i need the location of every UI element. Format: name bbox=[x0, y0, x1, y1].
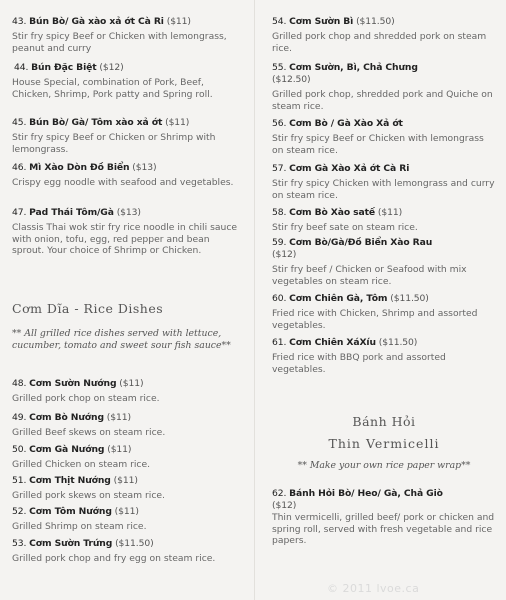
item-price: ($11.50) bbox=[356, 16, 395, 27]
item-name: Cơm Gà Nướng bbox=[29, 444, 105, 455]
menu-item-52 bbox=[12, 506, 240, 533]
section-note-rice-dishes: ** All grilled rice dishes served with lettuce, cucumber, tomato and sweet sour fish sauce** bbox=[12, 328, 231, 351]
item-description: Grilled Shrimp on steam rice. bbox=[12, 521, 147, 532]
item-description: Crispy egg noodle with seafood and vegetables. bbox=[12, 177, 234, 188]
item-price: ($12) bbox=[272, 500, 297, 511]
item-description: Grilled Beef skews on steam rice. bbox=[12, 427, 166, 438]
item-name: Cơm Bò Xào satế bbox=[289, 207, 376, 218]
menu-item-46 bbox=[12, 162, 240, 189]
item-name: Cơm Sườn, Bì, Chả Chưng bbox=[289, 62, 418, 73]
item-number: 45. bbox=[12, 117, 27, 128]
item-description: Fried rice with Chicken, Shrimp and assorted vegetables. bbox=[272, 308, 478, 331]
item-name: Cơm Bò Nướng bbox=[29, 412, 104, 423]
item-description: Grilled pork chop and shredded pork on steam rice. bbox=[272, 31, 487, 54]
item-number: 57. bbox=[272, 163, 287, 174]
menu-item-43 bbox=[12, 16, 240, 54]
item-number: 56. bbox=[272, 118, 287, 129]
menu-item-54 bbox=[272, 16, 496, 54]
column-divider bbox=[254, 0, 255, 600]
item-number: 49. bbox=[12, 412, 27, 423]
item-number: 54. bbox=[272, 16, 287, 27]
item-number: 44. bbox=[14, 62, 29, 73]
item-name: Cơm Sườn Bì bbox=[289, 16, 354, 27]
item-price: ($11) bbox=[119, 378, 144, 389]
item-description: Stir fry beef sate on steam rice. bbox=[272, 222, 418, 233]
menu-item-59 bbox=[272, 237, 496, 287]
item-price: ($11) bbox=[377, 207, 403, 218]
menu-item-47 bbox=[12, 207, 240, 257]
item-price: ($11) bbox=[113, 475, 138, 486]
item-number: 48. bbox=[12, 378, 27, 389]
menu-item-50 bbox=[12, 444, 240, 471]
item-name: Cơm Sườn Nướng bbox=[29, 378, 117, 389]
item-price: ($12) bbox=[99, 62, 124, 73]
menu-item-53 bbox=[12, 538, 240, 565]
menu-item-48 bbox=[12, 378, 240, 405]
section-subtitle-thin-vermicelli: Thin Vermicelli bbox=[328, 436, 440, 451]
item-number: 51. bbox=[12, 475, 27, 486]
item-number: 60. bbox=[272, 293, 287, 304]
item-name: Pad Thái Tôm/Gà bbox=[29, 207, 114, 218]
item-name: Cơm Chiên Gà, Tôm bbox=[289, 293, 388, 304]
menu-item-55 bbox=[272, 62, 496, 112]
item-price: ($11) bbox=[166, 16, 191, 27]
menu-item-62 bbox=[272, 488, 496, 547]
item-price: ($11.50) bbox=[378, 337, 418, 348]
item-description: Grilled pork chop, shredded pork and Quiche on steam rice. bbox=[272, 89, 493, 112]
item-name: Bánh Hỏi Bò/ Heo/ Gà, Chả Giò bbox=[289, 488, 443, 499]
item-name: Cơm Gà Xào Xả ớt Cà Ri bbox=[289, 163, 410, 174]
menu-item-61 bbox=[272, 337, 496, 375]
item-number: 58. bbox=[272, 207, 287, 218]
item-number: 61. bbox=[272, 337, 287, 348]
menu-item-45 bbox=[12, 117, 240, 155]
section-title-banh-hoi: Bánh Hỏi bbox=[352, 414, 416, 429]
item-name: Bún Đặc Biệt bbox=[31, 62, 97, 73]
menu-item-56 bbox=[272, 118, 496, 156]
item-price: ($11) bbox=[114, 506, 139, 517]
item-description: Classis Thai wok stir fry rice noodle in chili sauce with onion, tofu, egg, red pepper and bean sprout. Your choice of Shrimp or Chicken. bbox=[12, 222, 238, 257]
item-number: 43. bbox=[12, 16, 27, 27]
item-number: 62. bbox=[272, 488, 287, 499]
item-name: Cơm Chiên XáXíu bbox=[289, 337, 376, 348]
item-name: Cơm Bò / Gà Xào Xả ớt bbox=[289, 118, 403, 129]
item-name: Cơm Bò/Gà/Đồ Biển Xào Rau bbox=[289, 237, 433, 248]
item-price: ($13) bbox=[116, 207, 141, 218]
menu-item-60 bbox=[272, 293, 496, 331]
item-number: 53. bbox=[12, 538, 27, 549]
item-description: Thin vermicelli, grilled beef/ pork or chicken and spring roll, served with fresh vegetable and rice papers. bbox=[272, 512, 495, 547]
item-description: House Special, combination of Pork, Beef, Chicken, Shrimp, Pork patty and Spring roll. bbox=[12, 77, 213, 100]
item-description: Stir fry spicy Beef or Chicken with lemongrass, peanut and curry bbox=[12, 31, 227, 54]
item-name: Cơm Sườn Trứng bbox=[29, 538, 113, 549]
item-price: ($12.50) bbox=[272, 74, 311, 85]
item-number: 52. bbox=[12, 506, 27, 517]
menu-item-49 bbox=[12, 412, 240, 439]
item-name: Cơm Thịt Nướng bbox=[29, 475, 111, 486]
item-price: ($11) bbox=[106, 412, 131, 423]
item-number: 47. bbox=[12, 207, 27, 218]
watermark: © 2011 lvoe.ca bbox=[327, 582, 420, 595]
item-name: Bún Bò/ Gà xào xả ớt Cà Ri bbox=[29, 16, 164, 27]
menu-item-57 bbox=[272, 163, 496, 201]
item-description: Fried rice with BBQ pork and assorted vegetables. bbox=[272, 352, 446, 375]
item-description: Stir fry spicy Beef or Chicken or Shrimp with lemongrass. bbox=[12, 132, 216, 155]
item-description: Grilled pork chop on steam rice. bbox=[12, 393, 160, 404]
item-price: ($13) bbox=[132, 162, 157, 173]
section-note-banh-hoi: ** Make your own rice paper wrap** bbox=[297, 460, 471, 471]
menu-item-58 bbox=[272, 207, 496, 234]
item-description: Grilled Chicken on steam rice. bbox=[12, 459, 151, 470]
item-price: ($11) bbox=[165, 117, 190, 128]
item-description: Grilled pork skews on steam rice. bbox=[12, 490, 165, 501]
item-description: Stir fry spicy Beef or Chicken with lemongrass on steam rice. bbox=[272, 133, 484, 156]
item-price: ($12) bbox=[272, 249, 297, 260]
item-description: Stir fry beef / Chicken or Seafood with mix vegetables on steam rice. bbox=[272, 264, 467, 287]
item-description: Stir fry spicy Chicken with lemongrass and curry on steam rice. bbox=[272, 178, 495, 201]
item-name: Mì Xào Dòn Đồ Biển bbox=[29, 162, 130, 173]
menu-item-44 bbox=[12, 62, 240, 100]
item-name: Bún Bò/ Gà/ Tôm xào xả ớt bbox=[29, 117, 163, 128]
section-title-rice-dishes: Cơm Dĩa - Rice Dishes bbox=[12, 301, 164, 316]
menu-item-51 bbox=[12, 475, 240, 502]
item-number: 59. bbox=[272, 237, 287, 248]
item-description: Grilled pork chop and fry egg on steam rice. bbox=[12, 553, 216, 564]
item-number: 50. bbox=[12, 444, 27, 455]
item-price: ($11) bbox=[107, 444, 132, 455]
item-number: 55. bbox=[272, 62, 287, 73]
item-number: 46. bbox=[12, 162, 27, 173]
item-name: Cơm Tôm Nướng bbox=[29, 506, 112, 517]
item-price: ($11.50) bbox=[115, 538, 154, 549]
item-price: ($11.50) bbox=[390, 293, 429, 304]
